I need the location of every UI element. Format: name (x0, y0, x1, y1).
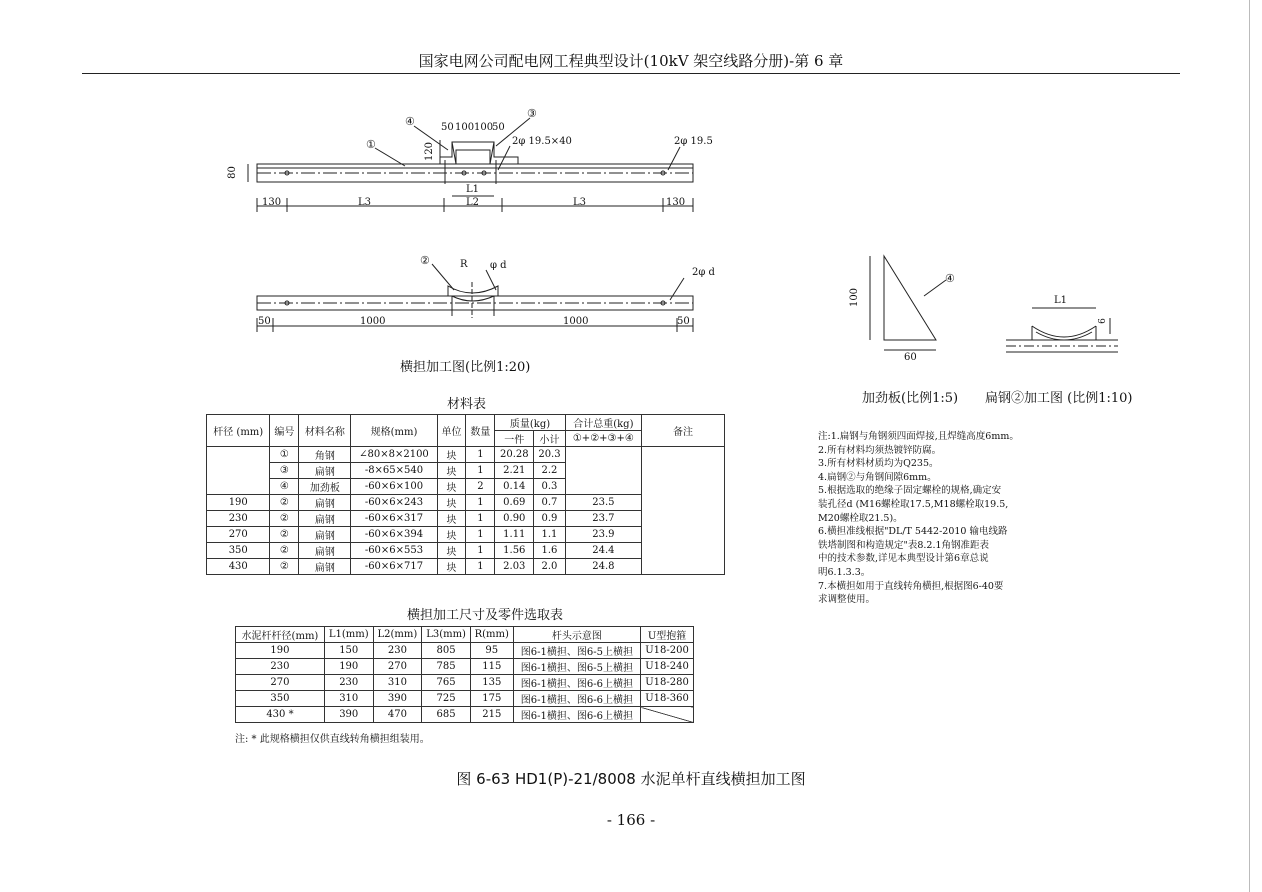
dims-header: U型抱箍 (641, 627, 694, 643)
cell: 270 (373, 659, 422, 675)
mark-phi-d: φ d (490, 260, 507, 271)
cell: ① (270, 447, 299, 463)
cell: U18-240 (641, 659, 694, 675)
dim-130-right: 130 (666, 197, 686, 208)
cell: 215 (470, 707, 513, 723)
note-line: 4.扁钢②与角钢间隙6mm。 (818, 471, 937, 483)
cell: 扁钢 (299, 463, 351, 479)
cell: 块 (437, 479, 466, 495)
gusset-dim-60: 60 (904, 352, 917, 363)
cell: 470 (373, 707, 422, 723)
cell: 1.1 (534, 527, 565, 543)
figure-caption: 图 6-63 HD1(P)-21/8008 水泥单杆直线横担加工图 (456, 770, 806, 788)
cell: 390 (324, 707, 373, 723)
cell: -60×6×394 (351, 527, 437, 543)
gusset-dim-100: 100 (849, 287, 861, 308)
cell: 1 (466, 511, 495, 527)
materials-table (206, 414, 725, 575)
mat-h-piece: 一件 (495, 431, 534, 447)
dim-50-left: 50 (258, 316, 271, 327)
mat-h-spec: 规格(mm) (351, 415, 437, 447)
cell: 2.2 (534, 463, 565, 479)
notes-block (818, 430, 1019, 607)
dims-table-title: 横担加工尺寸及零件选取表 (407, 608, 564, 623)
cell: -60×6×317 (351, 511, 437, 527)
cell: ② (270, 527, 299, 543)
cell: 230 (373, 643, 422, 659)
cell: 805 (422, 643, 471, 659)
beam-drawing-title: 横担加工图(比例1:20) (400, 360, 531, 375)
callout-4: ④ (405, 115, 415, 128)
page-number: - 166 - (606, 811, 656, 829)
note-line: 注:1.扁钢与角钢须四面焊接,且焊缝高度6mm。 (818, 431, 1019, 442)
gusset-callout: ④ (945, 272, 955, 285)
flat-dim-6: 6 (1097, 318, 1108, 324)
cell: 430 * (236, 707, 325, 723)
cell: 图6-1横担、图6-5上横担 (513, 643, 640, 659)
cell: 270 (236, 675, 325, 691)
mat-h-qty: 数量 (466, 415, 495, 447)
cell: 2.0 (534, 559, 565, 575)
cell: U18-280 (641, 675, 694, 691)
cell: 0.3 (534, 479, 565, 495)
cell: ∠80×8×2100 (351, 447, 437, 463)
dim-100b: 100 (474, 122, 494, 133)
cell: -8×65×540 (351, 463, 437, 479)
table-row (236, 691, 694, 707)
table-row (236, 659, 694, 675)
cell: 135 (470, 675, 513, 691)
cell: 扁钢 (299, 511, 351, 527)
dims-header: 杆头示意图 (513, 627, 640, 643)
cell: 115 (470, 659, 513, 675)
flat-dim-L1: L1 (1054, 295, 1068, 306)
materials-title: 材料表 (447, 397, 487, 412)
mat-h-remark: 备注 (642, 415, 725, 447)
cell: 175 (470, 691, 513, 707)
cell: 块 (437, 527, 466, 543)
mat-h-pole: 杆径 (mm) (207, 415, 270, 447)
cell: 150 (324, 643, 373, 659)
flat-steel-title: 扁钢②加工图 (比例1:10) (985, 391, 1133, 406)
cell: ② (270, 495, 299, 511)
cell: 块 (437, 447, 466, 463)
cell: 1 (466, 543, 495, 559)
note-line: 6.横担准线根据"DL/T 5442-2010 输电线路 (818, 526, 1008, 538)
note-line: 装孔径d (M16螺栓取17.5,M18螺栓取19.5, (818, 498, 1009, 510)
page-header: 国家电网公司配电网工程典型设计(10kV 架空线路分册)-第 6 章 (418, 52, 844, 70)
leader-1 (375, 148, 405, 166)
cell: 扁钢 (299, 559, 351, 575)
cell: 95 (470, 643, 513, 659)
cell: 190 (207, 495, 270, 511)
cell: 785 (422, 659, 471, 675)
dim-100a: 100 (455, 122, 475, 133)
mat-h-sub: 小计 (534, 431, 565, 447)
cell: 0.90 (495, 511, 534, 527)
mat-h-name: 材料名称 (299, 415, 351, 447)
cell: 1.11 (495, 527, 534, 543)
saddle-curve (448, 286, 498, 296)
cell: 310 (373, 675, 422, 691)
cell: ② (270, 559, 299, 575)
dim-50-right: 50 (677, 316, 690, 327)
dims-header: L1(mm) (324, 627, 373, 643)
cell: 230 (236, 659, 325, 675)
cell: 230 (324, 675, 373, 691)
dim-L3-left: L3 (358, 197, 372, 208)
dims-header: L3(mm) (422, 627, 471, 643)
dims-header: R(mm) (470, 627, 513, 643)
cell: 0.7 (534, 495, 565, 511)
cell: 725 (422, 691, 471, 707)
cell: 23.9 (565, 527, 641, 543)
note-line: 2.所有材料均须热镀锌防腐。 (818, 444, 942, 456)
dims-header: L2(mm) (373, 627, 422, 643)
cell: 24.4 (565, 543, 641, 559)
cell: -60×6×243 (351, 495, 437, 511)
cell: ② (270, 543, 299, 559)
cell: 0.14 (495, 479, 534, 495)
cell: 2 (466, 479, 495, 495)
cell: 1 (466, 527, 495, 543)
callout-3: ③ (527, 107, 537, 120)
cell: 350 (236, 691, 325, 707)
cell: 图6-1横担、图6-6上横担 (513, 707, 640, 723)
cell: U18-360 (641, 691, 694, 707)
note-line: M20螺栓取21.5)。 (818, 512, 903, 524)
mat-h-total2: ①+②+③+④ (565, 431, 641, 447)
hole-spec-2: 2φ 19.5 (674, 136, 713, 147)
cell: 块 (437, 511, 466, 527)
cell: 190 (324, 659, 373, 675)
dim-L3-right: L3 (573, 197, 587, 208)
mark-2phi-d: 2φ d (692, 267, 715, 278)
cell: ② (270, 511, 299, 527)
table-row (236, 707, 694, 723)
cell: 1.6 (534, 543, 565, 559)
dim-80: 80 (226, 166, 238, 179)
cell: 块 (437, 559, 466, 575)
cell: U18-200 (641, 643, 694, 659)
cell: 23.5 (565, 495, 641, 511)
cell: 扁钢 (299, 543, 351, 559)
dim-L1: L1 (466, 184, 480, 195)
cell: 310 (324, 691, 373, 707)
callout-1: ① (366, 138, 376, 151)
note-line: 中的技术参数,详见本典型设计第6章总说 (818, 553, 989, 565)
note-line: 明6.1.3.3。 (818, 566, 871, 578)
gusset-title: 加劲板(比例1:5) (862, 391, 959, 406)
dim-130-left: 130 (262, 197, 282, 208)
cell: 块 (437, 463, 466, 479)
cell: 20.3 (534, 447, 565, 463)
cell: 1 (466, 495, 495, 511)
cell: 块 (437, 495, 466, 511)
note-line: 求调整使用。 (818, 594, 876, 606)
dims-header: 水泥杆杆径(mm) (236, 627, 325, 643)
cell: ④ (270, 479, 299, 495)
cell: 190 (236, 643, 325, 659)
cell: 23.7 (565, 511, 641, 527)
dim-1000-right: 1000 (563, 316, 589, 327)
mat-h-total: 合计总重(kg) (565, 415, 641, 431)
cell: -60×6×553 (351, 543, 437, 559)
dims-table-note: 注: * 此规格横担仅供直线转角横担组装用。 (235, 734, 430, 745)
cell: 350 (207, 543, 270, 559)
cell: 图6-1横担、图6-6上横担 (513, 691, 640, 707)
cell: 角钢 (299, 447, 351, 463)
dim-50b: 50 (492, 122, 505, 133)
cell: 1.56 (495, 543, 534, 559)
dim-1000-left: 1000 (360, 316, 386, 327)
empty-diagonal-cell (641, 707, 694, 723)
cell: 270 (207, 527, 270, 543)
dim-120: 120 (424, 141, 436, 162)
cell: 1 (466, 447, 495, 463)
dim-50a: 50 (441, 122, 454, 133)
note-line: 5.根据选取的绝缘子固定螺栓的规格,确定安 (818, 485, 1002, 497)
cell: 2.21 (495, 463, 534, 479)
cell: 390 (373, 691, 422, 707)
cell: 765 (422, 675, 471, 691)
cell: 0.69 (495, 495, 534, 511)
table-row (207, 447, 725, 463)
note-line: 7.本横担如用于直线转角横担,根据图6-40要 (818, 580, 1004, 592)
cell: -60×6×100 (351, 479, 437, 495)
cell: 230 (207, 511, 270, 527)
note-line: 铁塔制图和构造规定"表8.2.1角钢准距表 (818, 539, 990, 551)
cell: 图6-1横担、图6-5上横担 (513, 659, 640, 675)
dims-table (235, 626, 694, 723)
cell: 2.03 (495, 559, 534, 575)
cell: 430 (207, 559, 270, 575)
cell: 扁钢 (299, 527, 351, 543)
cell: 加劲板 (299, 479, 351, 495)
dim-L2: L2 (466, 197, 480, 208)
cell: ③ (270, 463, 299, 479)
hole-spec-1: 2φ 19.5×40 (512, 136, 572, 147)
cell: 0.9 (534, 511, 565, 527)
cell: -60×6×717 (351, 559, 437, 575)
note-line: 3.所有材料材质均为Q235。 (818, 458, 939, 470)
table-row (236, 675, 694, 691)
cell: 20.28 (495, 447, 534, 463)
cell: 块 (437, 543, 466, 559)
cell: 1 (466, 559, 495, 575)
mark-R: R (460, 259, 468, 270)
gusset-plate (884, 256, 936, 340)
mat-h-unit: 单位 (437, 415, 466, 447)
table-row (236, 643, 694, 659)
cell: 685 (422, 707, 471, 723)
cell: 扁钢 (299, 495, 351, 511)
cell: 1 (466, 463, 495, 479)
mat-h-mass: 质量(kg) (495, 415, 565, 431)
mat-h-no: 编号 (270, 415, 299, 447)
callout-2: ② (420, 254, 430, 267)
cell: 24.8 (565, 559, 641, 575)
cell: 图6-1横担、图6-6上横担 (513, 675, 640, 691)
